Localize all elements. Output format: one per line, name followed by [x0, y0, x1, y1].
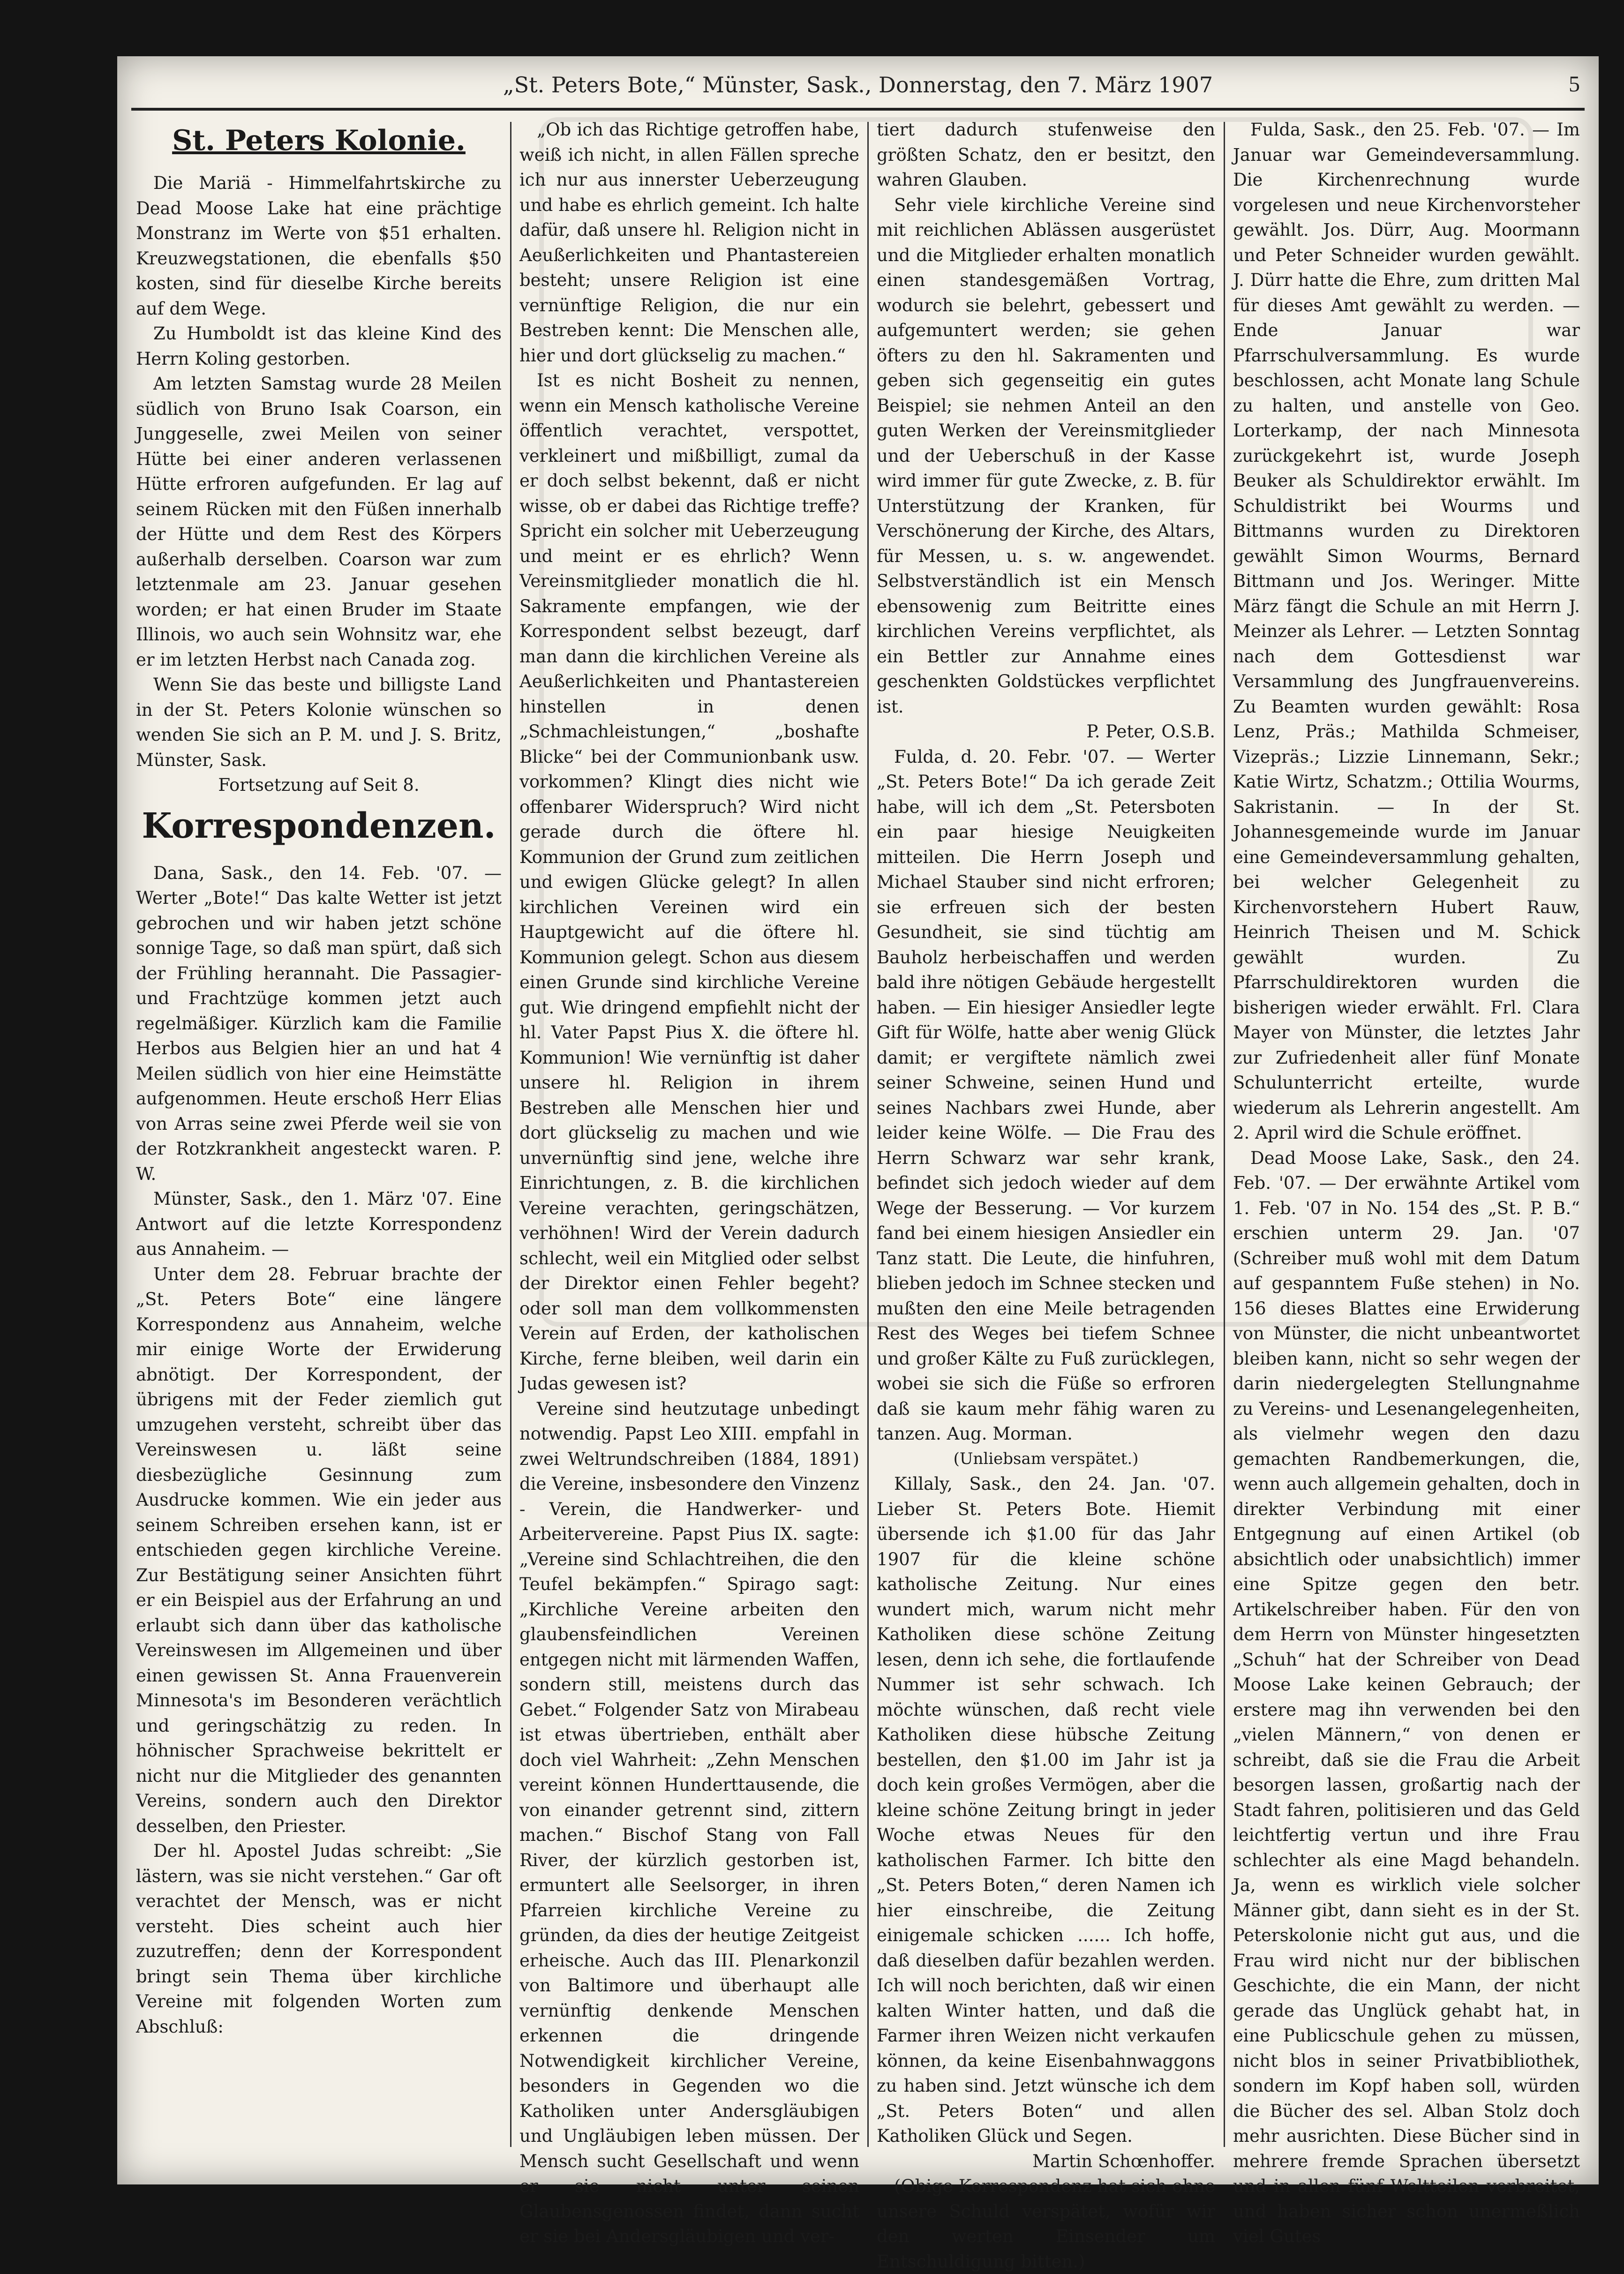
column-2: [519, 117, 859, 2246]
article-paragraph: „Ob ich das Richtige getroffen habe, weiß ich nicht, in allen Fällen spreche ich nur aus innerster Ueberzeugung und habe es ehrlich gemeint. Ich halte dafür, daß unsere hl. Religion nicht in Aeußerlichkeiten und Phantastereien besteht; unsere Religion ist eine vernünftige Religion, die nur ein Bestreben kennt: Die Menschen alle, hier und dort glückselig zu machen.“: [519, 120, 859, 366]
article-paragraph: Münster, Sask., den 1. März '07. Eine Antwort auf die letzte Korrespondenz aus Annaheim. —: [136, 1189, 502, 1259]
masthead-line: „St. Peters Bote,“ Münster, Sask., Donnerstag, den 7. März 1907: [503, 72, 1213, 98]
article-paragraph: Sehr viele kirchliche Vereine sind mit reichlichen Ablässen ausgerüstet und die Mitglieder erhalten monatlich einen standesgemäßen Vortrag, wodurch sie belehrt, gebessert und aufgemuntert werden; sie gehen öfters zu den hl. Sakramenten und geben sich gegenseitig ein gutes Beispiel; sie nehmen Anteil an den guten Werken der Vereinsmitglieder und der Ueberschuß in der Kasse wird immer für gute Zwecke, z. B. für Unterstützung der Kranken, für Verschönerung der Kirche, des Altars, für Messen, u. s. w. angewendet. Selbstverständlich ist ein Mensch ebensowenig zum Beitritte eines kirchlichen Vereins verpflichtet, als ein Bettler zur Annahme eines geschenkten Goldstückes verpflichtet ist.: [877, 195, 1215, 717]
column-1: [136, 117, 502, 2147]
article-paragraph: Unter dem 28. Februar brachte der „St. Peters Bote“ eine längere Korrespondenz aus Annaheim, welche mir einige Worte der Erwiderung abnötigt. Der Korrespondent, der übrigens mit der Feder ziemlich gut umzugehen versteht, schreibt über das Vereinswesen u. läßt seine diesbezügliche Gesinnung zum Ausdrucke kommen. Wie ein jeder aus seinem Schreiben ersehen kann, ist er entschieden gegen kirchliche Vereine. Zur Bestätigung seiner Ansichten führt er ein Beispiel aus der Erfahrung an und erlaubt sich dann über das katholische Vereinswesen im Allgemeinen und über einen gewissen St. Anna Frauenverein Minnesota's im Besonderen verächtlich und geringschätzig zu reden. In höhnischer Sprachweise bekrittelt er nicht nur die Mitglieder des genannten Vereins, sondern auch den Direktor desselben, den Priester.: [136, 1264, 502, 1836]
article-paragraph: Dana, Sask., den 14. Feb. '07. — Werter „Bote!“ Das kalte Wetter ist jetzt gebrochen und wir haben jetzt schöne sonnige Tage, so daß man spürt, daß sich der Frühling herannaht. Die Passagier- und Frachtzüge kommen jetzt auch regelmäßiger. Kürzlich kam die Familie Herbos aus Belgien hier an und hat 4 Meilen südlich von hier eine Heimstätte aufgenommen. Heute erschoß Herr Elias von Arras seine zwei Pferde weil sie von der Rotzkrankheit angesteckt waren. P. W.: [136, 863, 502, 1184]
article-paragraph: Wenn Sie das beste und billigste Land in der St. Peters Kolonie wünschen so wenden Sie sich an P. M. und J. S. Britz, Münster, Sask.: [136, 675, 502, 770]
article-paragraph: Die Mariä - Himmelfahrtskirche zu Dead Moose Lake hat eine prächtige Monstranz im Werte von $51 erhalten. Kreuzwegstationen, die ebenfalls $50 kosten, sind für dieselbe Kirche bereits auf dem Wege.: [136, 173, 502, 319]
article-paragraph: Ist es nicht Bosheit zu nennen, wenn ein Mensch katholische Vereine öffentlich verachtet, verspottet, verkleinert und mißbilligt, zumal da er doch selbst bekennt, daß er nicht wisse, ob er dabei das Richtige treffe? Spricht ein solcher mit Ueberzeugung und meint er es ehrlich? Wenn Vereinsmitglieder monatlich die hl. Sakramente empfangen, wie der Korrespondent selbst bezeugt, darf man dann die kirchlichen Vereine als Aeußerlichkeiten und Phantastereien hinstellen in denen „Schmachleistungen,“ „boshafte Blicke“ bei der Communionbank usw. vorkommen? Klingt dies nicht wie offenbarer Widerspruch? Wird nicht gerade durch die öftere hl. Kommunion der Grund zum zeitlichen und ewigen Glücke gelegt? In allen kirchlichen Vereinen wird ein Hauptgewicht auf die öftere hl. Kommunion gelegt. Schon aus diesem einen Grunde sind kirchliche Vereine gut. Wie dringend empfiehlt nicht der hl. Vater Papst Pius X. die öftere hl. Kommunion! Wie vernünftig ist daher unsere hl. Religion in ihrem Bestreben alle Menschen hier und dort glückselig zu machen und wie unvernünftig sind jene, welche ihre Einrichtungen, z. B. die kirchlichen Vereine verachten, geringschätzen, verhöhnen! Wird der Verein dadurch schlecht, weil ein Mitglied oder selbst der Direktor einen Fehler begeht? oder soll man dem vollkommensten Verein auf Erden, der katholischen Kirche, ferne bleiben, weil darin ein Judas gewesen ist?: [519, 370, 859, 1394]
continued-note: Fortsetzung auf Seit 8.: [218, 775, 420, 795]
column-rule: [1224, 122, 1225, 2147]
column-4: [1233, 117, 1580, 2246]
article-paragraph: Der hl. Apostel Judas schreibt: „Sie lästern, was sie nicht verstehen.“ Gar oft verachtet der Mensch, was er nicht versteht. Dies scheint auch hier zuzutreffen; denn der Korrespondent bringt sein Thema über kirchliche Vereine mit folgenden Worten zum Abschluß:: [136, 1841, 502, 2037]
article-paragraph: (Obige Korrespondenz hat sich ohne unsere Schuld verspätet, wofür wir den werten Einsender um Entschuldigung bitten.): [877, 2176, 1215, 2272]
column-rule: [867, 122, 869, 2147]
section-heading-st-peters-kolonie: St. Peters Kolonie.: [172, 124, 466, 157]
page-number: 5: [1569, 72, 1580, 97]
section-heading-korrespondenzen: Korrespondenzen.: [142, 805, 496, 846]
newspaper-page: [117, 56, 1599, 2272]
article-paragraph: Dead Moose Lake, Sask., den 24. Feb. '07. — Der erwähnte Artikel vom 1. Feb. '07 in No. 154 des „St. P. B.“ erschien unterm 29. Jan. '07 (Schreiber muß wohl mit dem Datum auf gespanntem Fuße stehen) in No. 156 dieses Blattes eine Erwiderung von Münster, die nicht unbeantwortet bleiben kann, nicht so sehr wegen der darin niedergelegten Stellungnahme zu Vereins- und Lesenangelegenheiten, als vielmehr wegen den dazu gemachten Randbemerkungen, die, wenn auch allgemein gehalten, doch in direkter Verbindung mit einer Entgegnung auf einen Artikel (ob absichtlich oder unabsichtlich) immer eine Spitze gegen den betr. Artikelschreiber haben. Für den von dem Herrn von Münster hingesetzten „Schuh“ hat der Schreiber von Dead Moose Lake keinen Gebrauch; der erstere mag ihn verwenden bei den „vielen Männern,“ von denen er schreibt, daß sie die Frau die Arbeit besorgen lassen, großartig nach der Stadt fahren, politisieren und das Geld leichtfertig vertun und ihre Frau schlechter als eine Magd behandeln. Ja, wenn es wirklich viele solcher Männer gibt, dann sieht es in der St. Peterskolonie nicht gut aus, und die Frau wird nicht nur der biblischen Geschichte, die ein Mann, der nicht gerade das Unglück gehabt hat, in eine Publicschule gehen zu müssen, nicht blos in seiner Privatbibliothek, sondern im Kopf haben soll, würden die Bücher des sel. Alban Stolz doch mehr ausrichten. Diese Bücher sind in mehrere fremde Sprachen übersetzt und in allen fünf Weltteilen verbreitet, und haben sicher schon unermeßlich viel Gutes: [1233, 1148, 1580, 2246]
author-signature: P. Peter, O.S.B.: [1086, 721, 1215, 742]
author-signature: Martin Schœnhoffer.: [1032, 2151, 1215, 2171]
article-paragraph: Killaly, Sask., den 24. Jan. '07. Lieber St. Peters Bote. Hiemit übersende ich $1.00 für das Jahr 1907 für die kleine schöne katholische Zeitung. Nur eines wundert mich, warum nicht mehr Katholiken diese schöne Zeitung lesen, denn ich sehe, die fortlaufende Nummer ist sehr schwach. Ich möchte wünschen, daß recht viele Katholiken diese hübsche Zeitung bestellen, den $1.00 im Jahr ist ja doch kein großes Vermögen, aber die kleine schöne Zeitung bringt in jeder Woche etwas Neues für den katholischen Farmer. Ich bitte den „St. Peters Boten,“ deren Namen ich hier einschreibe, die Zeitung einigemale schicken ...... Ich hoffe, daß dieselben dafür bezahlen werden. Ich will noch berichten, daß wir einen kalten Winter hatten, und daß die Farmer ihren Weizen nicht verkaufen können, da keine Eisenbahnwaggons zu haben sind. Jetzt wünsche ich dem „St. Peters Boten“ und allen Katholiken Glück und Segen.: [877, 1474, 1215, 2146]
editor-note: (Unliebsam verspätet.): [953, 1449, 1139, 1468]
column-3: [877, 117, 1215, 2272]
article-paragraph: tiert dadurch stufenweise den größten Schatz, den er besitzt, den wahren Glauben.: [877, 120, 1215, 190]
article-paragraph: Zu Humboldt ist das kleine Kind des Herrn Koling gestorben.: [136, 323, 502, 369]
article-paragraph: Vereine sind heutzutage unbedingt notwendig. Papst Leo XIII. empfahl in zwei Weltrundschreiben (1884, 1891) die Vereine, insbesondere den Vinzenz - Verein, die Handwerker- und Arbeitervereine. Papst Pius IX. sagte: „Vereine sind Schlachtreihen, die den Teufel bekämpfen.“ Spirago sagt: „Kirchliche Vereine arbeiten den glaubensfeindlichen Vereinen entgegen nicht mit lärmenden Waffen, sondern still, meistens durch das Gebet.“ Folgender Satz von Mirabeau ist etwas übertrieben, enthält aber doch viel Wahrheit: „Zehn Menschen vereint können Hunderttausende, die von einander getrennt sind, zittern machen.“ Bischof Stang von Fall River, der kürzlich gestorben ist, ermuntert alle Seelsorger, in ihren Pfarreien kirchliche Vereine zu gründen, da dies der heutige Zeitgeist erheische. Auch das III. Plenarkonzil von Baltimore und überhaupt alle vernünftig denkende Menschen erkennen die dringende Notwendigkeit kirchlicher Vereine, besonders in Gegenden wo die Katholiken unter Andersgläubigen und Ungläubigen leben müssen. Der Mensch sucht Gesellschaft und wenn er sie nicht unter seinen Glaubensgenossen findet, dann sucht er sie bei Andersgläubigen und ver-: [519, 1398, 859, 2246]
page-header: [131, 66, 1585, 111]
article-paragraph: Fulda, d. 20. Febr. '07. — Werter „St. Peters Bote!“ Da ich gerade Zeit habe, will ich dem „St. Petersboten ein paar hiesige Neuigkeiten mitteilen. Die Herrn Joseph und Michael Stauber sind nicht erfroren; sie erfreuen sich der besten Gesundheit, sie sind tüchtig am Bauholz herbeischaffen und werden bald ihre nötigen Gebäude hergestellt haben. — Ein hiesiger Ansiedler legte Gift für Wölfe, hatte aber wenig Glück damit; er vergiftete nämlich zwei seiner Schweine, seinen Hund und seines Nachbars zwei Hunde, aber leider keine Wölfe. — Die Frau des Herrn Schwarz war sehr krank, befindet sich jedoch wieder auf dem Wege der Besserung. — Vor kurzem fand bei einem hiesigen Ansiedler ein Tanz statt. Die Leute, die hinfuhren, blieben jedoch im Schnee stecken und mußten den eine Meile betragenden Rest des Weges bei tiefem Schnee und großer Kälte zu Fuß zurücklegen, wobei sie sich die Füße so erfroren daß sie kaum mehr fähig waren zu tanzen. Aug. Morman.: [877, 746, 1215, 1444]
column-rule: [510, 122, 511, 2147]
article-paragraph: Fulda, Sask., den 25. Feb. '07. — Im Januar war Gemeindeversammlung. Die Kirchenrechnung wurde vorgelesen und neue Kirchenvorsteher gewählt. Jos. Dürr, Aug. Moormann und Peter Schneider wurden gewählt. J. Dürr hatte die Ehre, zum dritten Mal für dieses Amt gewählt zu werden. — Ende Januar war Pfarrschulversammlung. Es wurde beschlossen, acht Monate lang Schule zu halten, und anstelle von Geo. Lorterkamp, der nach Minnesota zurückgekehrt ist, wurde Joseph Beuker als Schuldirektor erwählt. Im Schuldistrikt bei Wourms und Bittmanns wurden zu Direktoren gewählt Simon Wourms, Bernard Bittmann und Jos. Weringer. Mitte März fängt die Schule an mit Herrn J. Meinzer als Lehrer. — Letzten Sonntag nach dem Gottesdienst war Versammlung des Jungfrauenvereins. Zu Beamten wurden gewählt: Rosa Lenz, Präs.; Mathilda Schmeiser, Vizepräs.; Lizzie Linnemann, Sekr.; Katie Wirtz, Schatzm.; Ottilia Wourms, Sakristanin. — In der St. Johannesgemeinde wurde im Januar eine Gemeindeversammlung gehalten, bei welcher Gelegenheit zu Kirchenvorstehern Hubert Rauw, Heinrich Theisen und M. Schick gewählt wurden. Zu Pfarrschuldirektoren wurden die bisherigen wieder erwählt. Frl. Clara Mayer von Münster, die letztes Jahr zur Zufriedenheit aller fünf Monate Schulunterricht erteilte, wurde wiederum als Lehrerin angestellt. Am 2. April wird die Schule eröffnet.: [1233, 120, 1580, 1143]
article-paragraph: Am letzten Samstag wurde 28 Meilen südlich von Bruno Isak Coarson, ein Junggeselle, zwei Meilen von seiner Hütte bei einer anderen verlassenen Hütte erfroren aufgefunden. Er lag auf seinem Rücken mit den Füßen innerhalb der Hütte und dem Rest des Körpers außerhalb derselben. Coarson war zum letztenmale am 23. Januar gesehen worden; er hat einen Bruder im Staate Illinois, wo auch sein Wohnsitz war, ehe er im letzten Herbst nach Canada zog.: [136, 374, 502, 670]
